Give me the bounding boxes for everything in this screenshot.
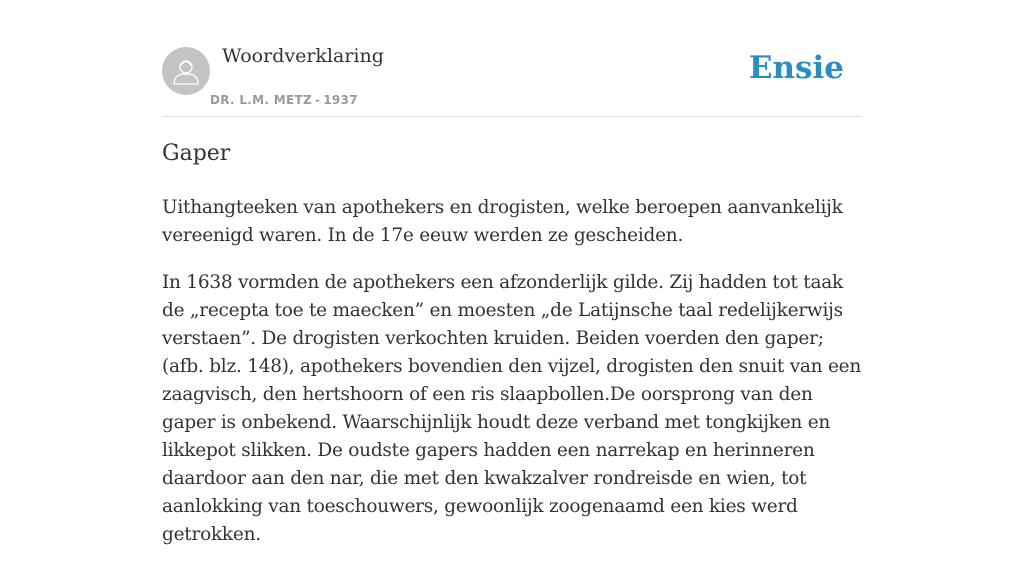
source-title[interactable]: Woordverklaring xyxy=(222,45,384,67)
article-body xyxy=(162,194,862,549)
publication-year: 1937 xyxy=(323,93,358,107)
article-header xyxy=(162,0,862,117)
article-paragraph: In 1638 vormden de apothekers een afzonderlijk gilde. Zij hadden tot taak de „recepta toe te maecken” en moesten „de Latijnsche taal redelijkerwijs verstaen”. De drogisten verkochten kruiden. Beiden voerden den gaper; (afb. blz. 148), apothekers bovendien den vijzel, drogisten den snuit van een zaagvisch, den hertshoorn of een ris slaapbollen.De oorsprong van den gaper is onbekend. Waarschijnlijk houdt deze verband met tongkijken en likkepot slikken. De oudste gapers hadden een narrekap en herinneren daardoor aan den nar, die met den kwakzalver rondreisde en wien, tot aanlokking van toeschouwers, gewoonlijk zoogenaamd een kies werd getrokken. xyxy=(162,272,862,545)
author-name[interactable]: DR. L.M. METZ xyxy=(210,93,312,107)
author-line xyxy=(210,93,358,107)
person-outline-icon xyxy=(162,47,210,95)
article-paragraph: Uithangteeken van apothekers en drogisten, welke beroepen aanvankelijk vereenigd waren. In de 17e eeuw werden ze gescheiden. xyxy=(162,197,843,246)
user-avatar-icon[interactable] xyxy=(162,47,210,95)
author-year-separator: - xyxy=(314,93,321,107)
ensie-logo[interactable]: Ensie xyxy=(748,50,844,86)
article-title: Gaper xyxy=(162,141,231,166)
article xyxy=(162,138,862,568)
